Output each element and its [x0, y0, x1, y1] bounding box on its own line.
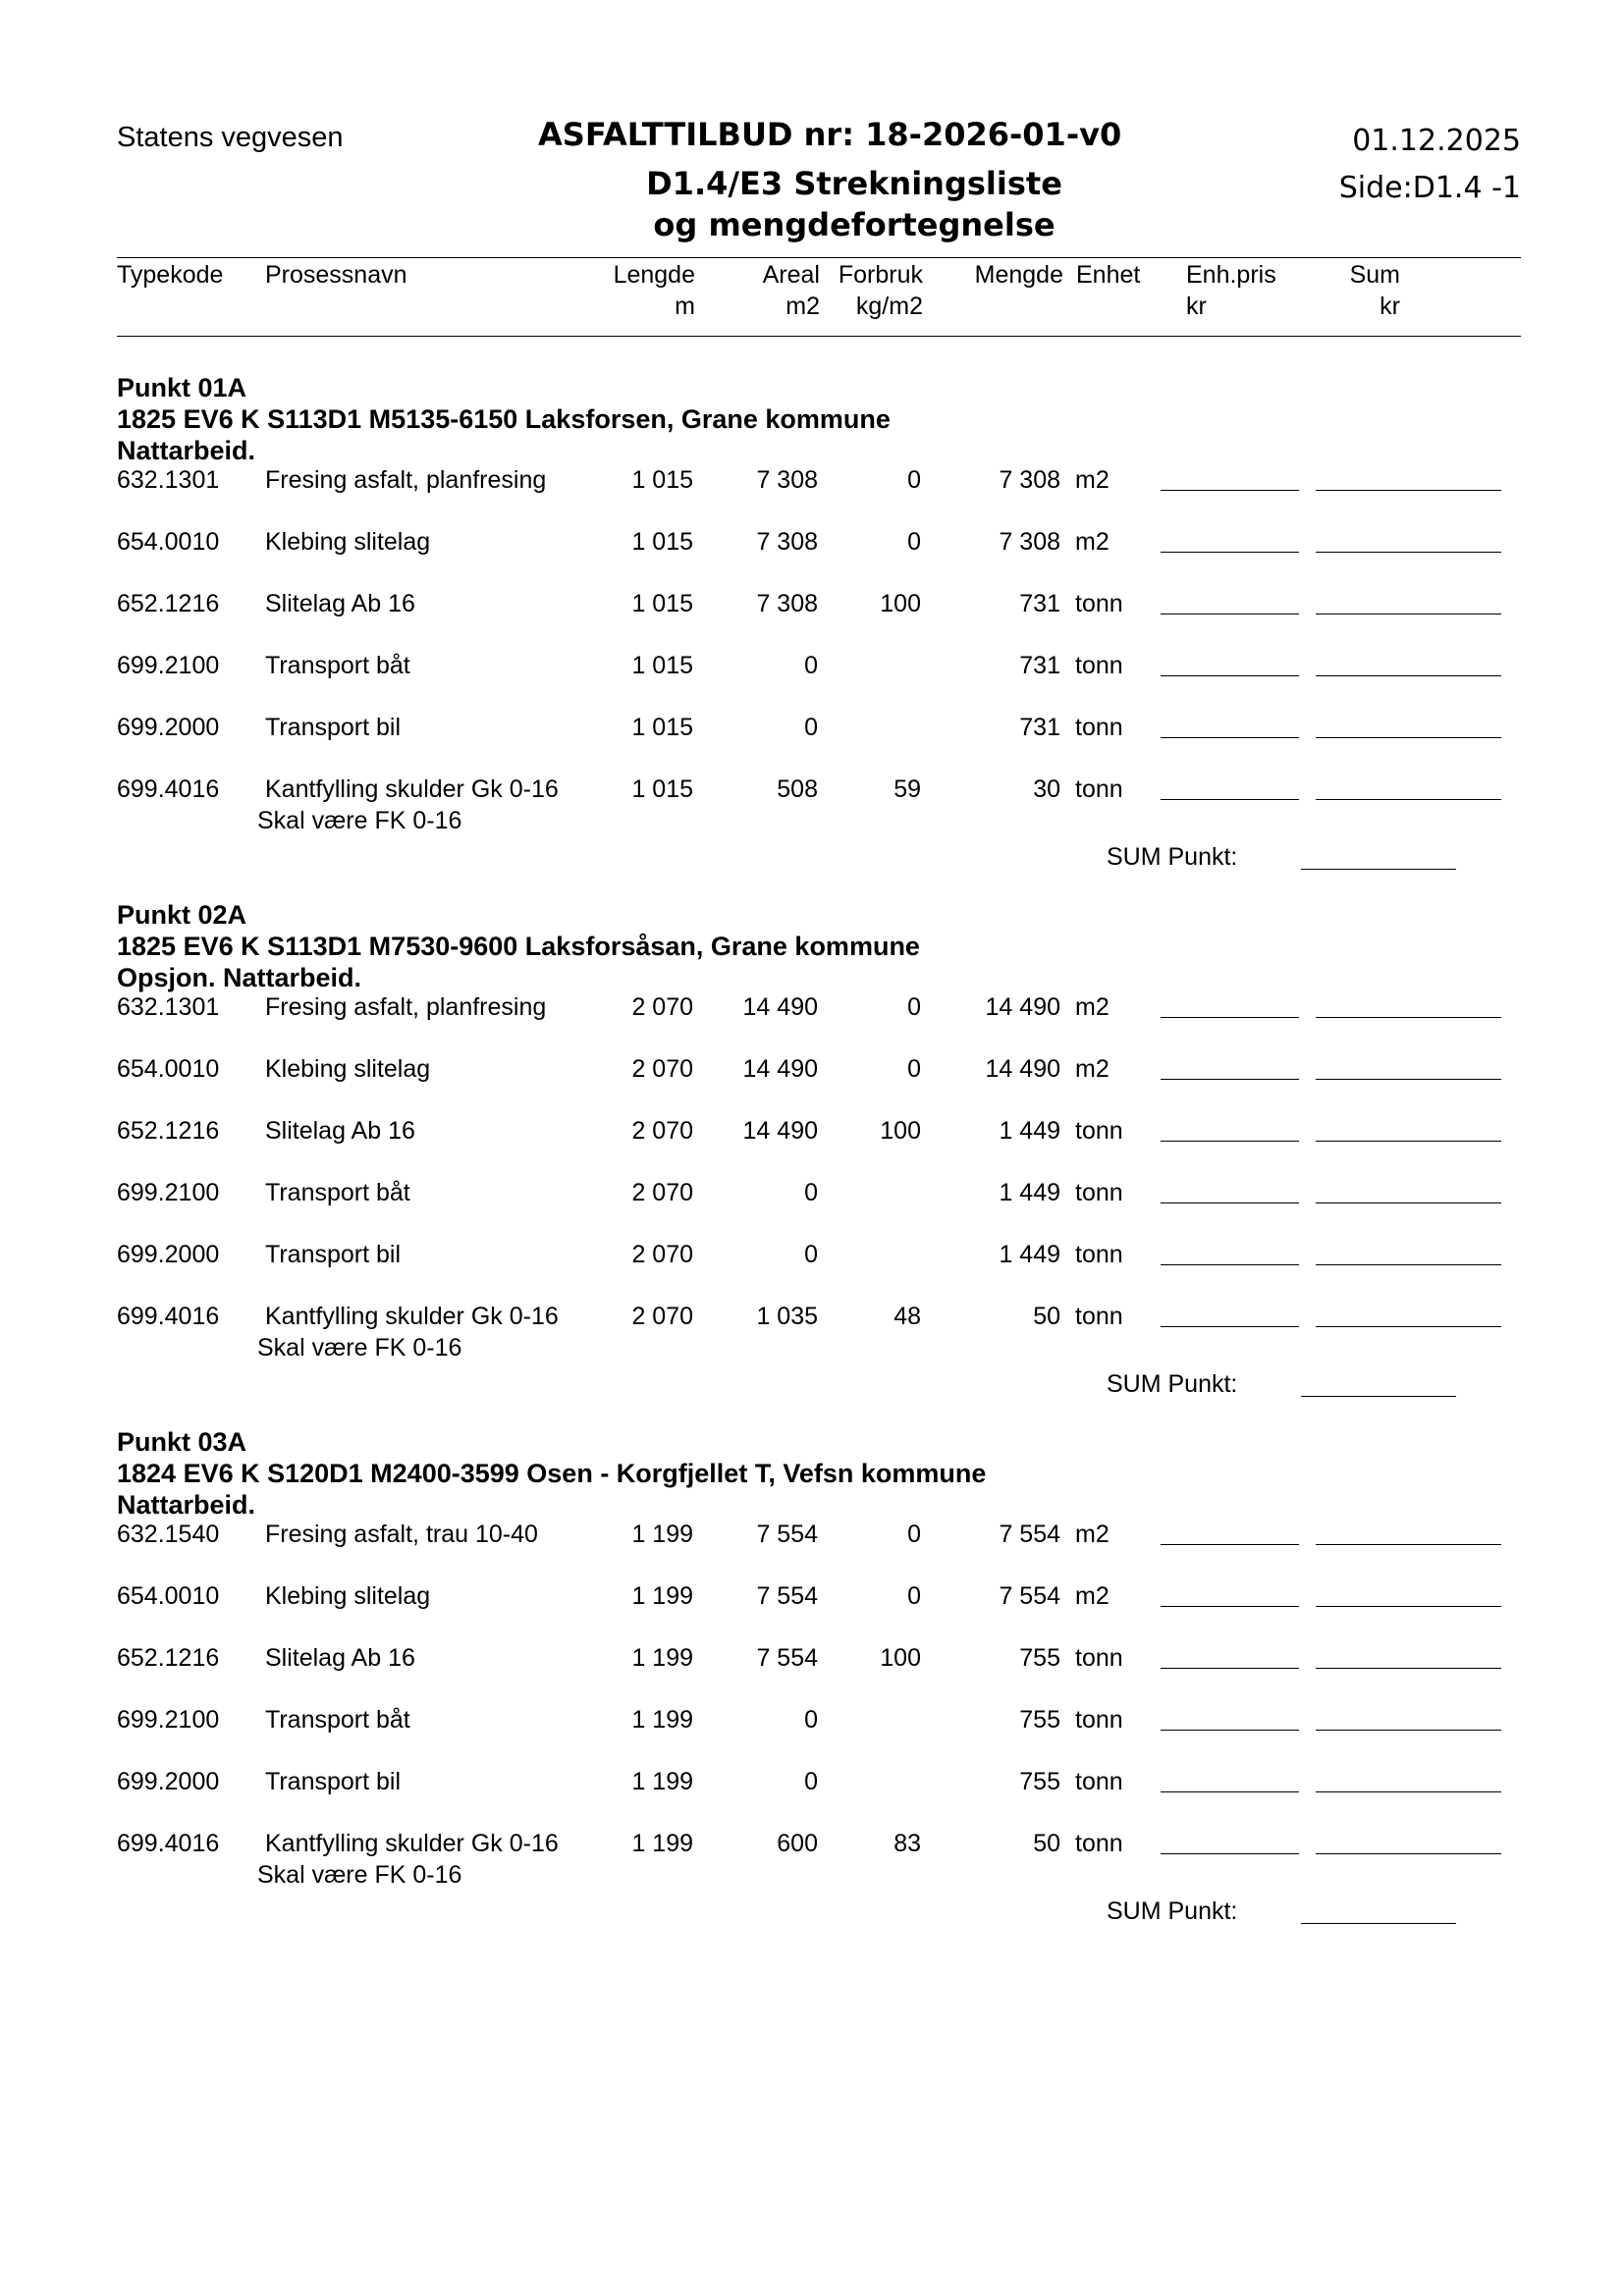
- forbruk-cell: 59: [893, 775, 921, 803]
- mengde-cell: 1 449: [999, 1117, 1060, 1145]
- prosessnavn-cell: Fresing asfalt, planfresing: [265, 466, 547, 494]
- mengde-cell: 7 308: [999, 528, 1060, 556]
- sum-input[interactable]: [1316, 737, 1501, 738]
- prosessnavn-cell: Kantfylling skulder Gk 0-16: [265, 1303, 559, 1330]
- mengde-cell: 7 554: [999, 1582, 1060, 1610]
- sum-input[interactable]: [1316, 1730, 1501, 1731]
- sum-input[interactable]: [1316, 799, 1501, 800]
- enhet-cell: m2: [1075, 1055, 1110, 1083]
- enhet-cell: tonn: [1075, 714, 1123, 741]
- typekode-cell: 699.2000: [117, 1241, 220, 1268]
- mengde-cell: 731: [1019, 652, 1060, 679]
- table-row: [0, 1582, 1624, 1641]
- lengde-cell: 1 199: [631, 1830, 693, 1857]
- table-row: [0, 1521, 1624, 1579]
- forbruk-cell: 0: [907, 993, 921, 1021]
- row-subnote: Skal være FK 0-16: [257, 1861, 462, 1889]
- mengde-cell: 755: [1019, 1644, 1060, 1672]
- forbruk-cell: 83: [893, 1830, 921, 1857]
- lengde-cell: 1 015: [631, 466, 693, 494]
- prosessnavn-cell: Transport bil: [265, 1241, 402, 1268]
- mengde-cell: 50: [1033, 1830, 1060, 1857]
- lengde-cell: 2 070: [631, 1055, 693, 1083]
- mengde-cell: 755: [1019, 1706, 1060, 1734]
- lengde-cell: 1 199: [631, 1521, 693, 1548]
- punkt-id: Punkt 02A: [117, 900, 247, 930]
- col-lengde-unit: m: [675, 293, 695, 320]
- punkt-note: Opsjon. Nattarbeid.: [117, 963, 362, 992]
- enhpris-input[interactable]: [1161, 1017, 1299, 1018]
- punkt-section: [0, 1426, 1624, 1956]
- typekode-cell: 699.4016: [117, 775, 220, 803]
- punkt-note: Nattarbeid.: [117, 436, 256, 465]
- mengde-cell: 50: [1033, 1303, 1060, 1330]
- enhpris-input[interactable]: [1161, 490, 1299, 491]
- mengde-cell: 30: [1033, 775, 1060, 803]
- enhet-cell: tonn: [1075, 652, 1123, 679]
- col-enhpris: [1186, 259, 1276, 322]
- punkt-note: Nattarbeid.: [117, 1490, 256, 1520]
- areal-cell: 508: [777, 775, 818, 803]
- page-number: Side:D1.4 -1: [1338, 171, 1521, 205]
- mengde-cell: 7 308: [999, 466, 1060, 494]
- enhpris-input[interactable]: [1161, 1544, 1299, 1545]
- typekode-cell: 699.4016: [117, 1303, 220, 1330]
- prosessnavn-cell: Fresing asfalt, planfresing: [265, 993, 547, 1021]
- col-enhpris-label: Enh.pris: [1186, 261, 1276, 289]
- enhet-cell: m2: [1075, 528, 1110, 556]
- table-row: [0, 1303, 1624, 1362]
- mengde-cell: 731: [1019, 590, 1060, 617]
- col-sum-unit: kr: [1380, 293, 1400, 320]
- areal-cell: 7 308: [756, 466, 818, 494]
- col-enhet: Enhet: [1076, 261, 1141, 289]
- sum-input[interactable]: [1316, 1544, 1501, 1545]
- lengde-cell: 1 015: [631, 652, 693, 679]
- table-row: [0, 1117, 1624, 1176]
- areal-cell: 0: [804, 1241, 818, 1268]
- areal-cell: 7 554: [756, 1521, 818, 1548]
- mengde-cell: 755: [1019, 1768, 1060, 1795]
- punkt-section: [0, 372, 1624, 902]
- prosessnavn-cell: Transport bil: [265, 1768, 402, 1795]
- forbruk-cell: 0: [907, 528, 921, 556]
- col-prosessnavn: Prosessnavn: [265, 261, 407, 289]
- typekode-cell: 632.1301: [117, 993, 220, 1021]
- document-date: 01.12.2025: [1352, 124, 1521, 158]
- sum-input[interactable]: [1316, 552, 1501, 553]
- typekode-cell: 632.1301: [117, 466, 220, 494]
- enhet-cell: tonn: [1075, 1117, 1123, 1145]
- enhet-cell: tonn: [1075, 1768, 1123, 1795]
- strekning-info: 1824 EV6 K S120D1 M2400-3599 Osen - Korgfjellet T, Vefsn kommune: [117, 1459, 987, 1488]
- typekode-cell: 699.2100: [117, 1179, 220, 1206]
- enhet-cell: m2: [1075, 1521, 1110, 1548]
- typekode-cell: 654.0010: [117, 1582, 220, 1610]
- table-row: [0, 466, 1624, 525]
- prosessnavn-cell: Fresing asfalt, trau 10-40: [265, 1521, 538, 1548]
- lengde-cell: 1 015: [631, 528, 693, 556]
- sum-input[interactable]: [1316, 490, 1501, 491]
- prosessnavn-cell: Kantfylling skulder Gk 0-16: [265, 1830, 559, 1857]
- areal-cell: 7 554: [756, 1644, 818, 1672]
- header-rule-top: [117, 257, 1521, 258]
- header-rule-bottom: [117, 336, 1521, 337]
- lengde-cell: 1 015: [631, 590, 693, 617]
- areal-cell: 7 554: [756, 1582, 818, 1610]
- row-subnote: Skal være FK 0-16: [257, 1334, 462, 1362]
- enhet-cell: tonn: [1075, 775, 1123, 803]
- lengde-cell: 1 015: [631, 714, 693, 741]
- mengde-cell: 7 554: [999, 1521, 1060, 1548]
- sum-punkt-label: SUM Punkt:: [1107, 1897, 1238, 1925]
- document-title: ASFALTTILBUD nr: 18-2026-01-v0: [538, 116, 1122, 153]
- areal-cell: 14 490: [742, 1055, 818, 1083]
- lengde-cell: 2 070: [631, 1117, 693, 1145]
- strekning-info: 1825 EV6 K S113D1 M7530-9600 Laksforsåsan, Grane kommune: [117, 932, 920, 961]
- enhpris-input[interactable]: [1161, 1079, 1299, 1080]
- prosessnavn-cell: Kantfylling skulder Gk 0-16: [265, 775, 559, 803]
- col-areal: [707, 259, 820, 322]
- enhet-cell: tonn: [1075, 1241, 1123, 1268]
- col-forbruk-label: Forbruk: [838, 261, 923, 289]
- punkt-id: Punkt 03A: [117, 1427, 247, 1457]
- table-row: [0, 1768, 1624, 1827]
- prosessnavn-cell: Klebing slitelag: [265, 1582, 431, 1610]
- enhpris-input[interactable]: [1161, 799, 1299, 800]
- forbruk-cell: 0: [907, 466, 921, 494]
- mengde-cell: 1 449: [999, 1241, 1060, 1268]
- areal-cell: 1 035: [756, 1303, 818, 1330]
- enhet-cell: tonn: [1075, 1706, 1123, 1734]
- sum-input[interactable]: [1316, 1853, 1501, 1854]
- col-mengde: Mengde: [974, 261, 1063, 289]
- col-sum: [1316, 259, 1400, 322]
- sum-input[interactable]: [1316, 1326, 1501, 1327]
- row-subnote: Skal være FK 0-16: [257, 807, 462, 834]
- prosessnavn-cell: Transport bil: [265, 714, 402, 741]
- mengde-cell: 14 490: [985, 993, 1060, 1021]
- forbruk-cell: 0: [907, 1582, 921, 1610]
- table-row: [0, 714, 1624, 773]
- areal-cell: 0: [804, 1179, 818, 1206]
- areal-cell: 0: [804, 714, 818, 741]
- sum-punkt-label: SUM Punkt:: [1107, 1370, 1238, 1398]
- enhpris-input[interactable]: [1161, 1264, 1299, 1265]
- lengde-cell: 1 199: [631, 1644, 693, 1672]
- sum-punkt-input[interactable]: [1301, 1396, 1456, 1397]
- table-row: [0, 1055, 1624, 1114]
- forbruk-cell: 100: [880, 1117, 921, 1145]
- areal-cell: 14 490: [742, 1117, 818, 1145]
- typekode-cell: 652.1216: [117, 1117, 220, 1145]
- areal-cell: 14 490: [742, 993, 818, 1021]
- enhet-cell: tonn: [1075, 1644, 1123, 1672]
- table-row: [0, 775, 1624, 834]
- typekode-cell: 652.1216: [117, 590, 220, 617]
- lengde-cell: 2 070: [631, 1241, 693, 1268]
- mengde-cell: 731: [1019, 714, 1060, 741]
- enhpris-input[interactable]: [1161, 1202, 1299, 1203]
- col-areal-label: Areal: [762, 261, 820, 289]
- sum-input[interactable]: [1316, 1017, 1501, 1018]
- enhet-cell: tonn: [1075, 590, 1123, 617]
- forbruk-cell: 0: [907, 1521, 921, 1548]
- typekode-cell: 654.0010: [117, 1055, 220, 1083]
- enhet-cell: tonn: [1075, 1303, 1123, 1330]
- prosessnavn-cell: Slitelag Ab 16: [265, 1644, 415, 1672]
- mengde-cell: 14 490: [985, 1055, 1060, 1083]
- forbruk-cell: 48: [893, 1303, 921, 1330]
- prosessnavn-cell: Slitelag Ab 16: [265, 590, 415, 617]
- enhpris-input[interactable]: [1161, 552, 1299, 553]
- lengde-cell: 1 199: [631, 1582, 693, 1610]
- table-row: [0, 993, 1624, 1052]
- col-lengde-label: Lengde: [613, 261, 695, 289]
- punkt-section: [0, 899, 1624, 1429]
- prosessnavn-cell: Transport båt: [265, 1706, 410, 1734]
- typekode-cell: 699.2100: [117, 1706, 220, 1734]
- typekode-cell: 699.2000: [117, 1768, 220, 1795]
- areal-cell: 0: [804, 1706, 818, 1734]
- enhpris-input[interactable]: [1161, 1668, 1299, 1669]
- sum-input[interactable]: [1316, 1668, 1501, 1669]
- col-areal-unit: m2: [785, 293, 820, 320]
- strekning-info: 1825 EV6 K S113D1 M5135-6150 Laksforsen, Grane kommune: [117, 404, 891, 434]
- sum-input[interactable]: [1316, 675, 1501, 676]
- col-sum-label: Sum: [1349, 261, 1400, 289]
- sum-input[interactable]: [1316, 1791, 1501, 1792]
- table-row: [0, 528, 1624, 587]
- lengde-cell: 2 070: [631, 1179, 693, 1206]
- enhpris-input[interactable]: [1161, 1606, 1299, 1607]
- sum-punkt-input[interactable]: [1301, 1923, 1456, 1924]
- table-row: [0, 1830, 1624, 1889]
- mengde-cell: 1 449: [999, 1179, 1060, 1206]
- enhet-cell: m2: [1075, 1582, 1110, 1610]
- document-subtitle: D1.4/E3 Strekningsliste og mengdefortegnelse: [646, 165, 1062, 243]
- sum-punkt-input[interactable]: [1301, 869, 1456, 870]
- prosessnavn-cell: Klebing slitelag: [265, 1055, 431, 1083]
- lengde-cell: 1 199: [631, 1706, 693, 1734]
- prosessnavn-cell: Slitelag Ab 16: [265, 1117, 415, 1145]
- sum-input[interactable]: [1316, 1202, 1501, 1203]
- enhpris-input[interactable]: [1161, 1791, 1299, 1792]
- lengde-cell: 2 070: [631, 1303, 693, 1330]
- prosessnavn-cell: Transport båt: [265, 1179, 410, 1206]
- table-row: [0, 1706, 1624, 1765]
- sum-input[interactable]: [1316, 1606, 1501, 1607]
- table-row: [0, 1644, 1624, 1703]
- typekode-cell: 699.4016: [117, 1830, 220, 1857]
- areal-cell: 7 308: [756, 590, 818, 617]
- enhpris-input[interactable]: [1161, 1326, 1299, 1327]
- table-row: [0, 1241, 1624, 1300]
- sum-input[interactable]: [1316, 1264, 1501, 1265]
- enhpris-input[interactable]: [1161, 1141, 1299, 1142]
- col-enhpris-unit: kr: [1186, 293, 1207, 320]
- typekode-cell: 699.2000: [117, 714, 220, 741]
- forbruk-cell: 100: [880, 1644, 921, 1672]
- col-forbruk: [825, 259, 923, 322]
- enhpris-input[interactable]: [1161, 675, 1299, 676]
- forbruk-cell: 100: [880, 590, 921, 617]
- col-lengde: [589, 259, 695, 322]
- prosessnavn-cell: Klebing slitelag: [265, 528, 431, 556]
- enhpris-input[interactable]: [1161, 1853, 1299, 1854]
- enhet-cell: tonn: [1075, 1830, 1123, 1857]
- prosessnavn-cell: Transport båt: [265, 652, 410, 679]
- enhet-cell: m2: [1075, 466, 1110, 494]
- lengde-cell: 1 199: [631, 1768, 693, 1795]
- typekode-cell: 652.1216: [117, 1644, 220, 1672]
- typekode-cell: 654.0010: [117, 528, 220, 556]
- table-row: [0, 1179, 1624, 1238]
- lengde-cell: 2 070: [631, 993, 693, 1021]
- enhpris-input[interactable]: [1161, 1730, 1299, 1731]
- punkt-id: Punkt 01A: [117, 373, 247, 402]
- table-row: [0, 652, 1624, 711]
- areal-cell: 0: [804, 652, 818, 679]
- col-forbruk-unit: kg/m2: [855, 293, 923, 320]
- lengde-cell: 1 015: [631, 775, 693, 803]
- col-typekode: Typekode: [117, 261, 224, 289]
- areal-cell: 600: [777, 1830, 818, 1857]
- enhet-cell: tonn: [1075, 1179, 1123, 1206]
- sum-input[interactable]: [1316, 1079, 1501, 1080]
- organization-name: Statens vegvesen: [117, 122, 344, 153]
- areal-cell: 0: [804, 1768, 818, 1795]
- table-row: [0, 590, 1624, 649]
- typekode-cell: 632.1540: [117, 1521, 220, 1548]
- typekode-cell: 699.2100: [117, 652, 220, 679]
- sum-punkt-label: SUM Punkt:: [1107, 843, 1238, 871]
- areal-cell: 7 308: [756, 528, 818, 556]
- sum-input[interactable]: [1316, 1141, 1501, 1142]
- enhpris-input[interactable]: [1161, 737, 1299, 738]
- enhet-cell: m2: [1075, 993, 1110, 1021]
- forbruk-cell: 0: [907, 1055, 921, 1083]
